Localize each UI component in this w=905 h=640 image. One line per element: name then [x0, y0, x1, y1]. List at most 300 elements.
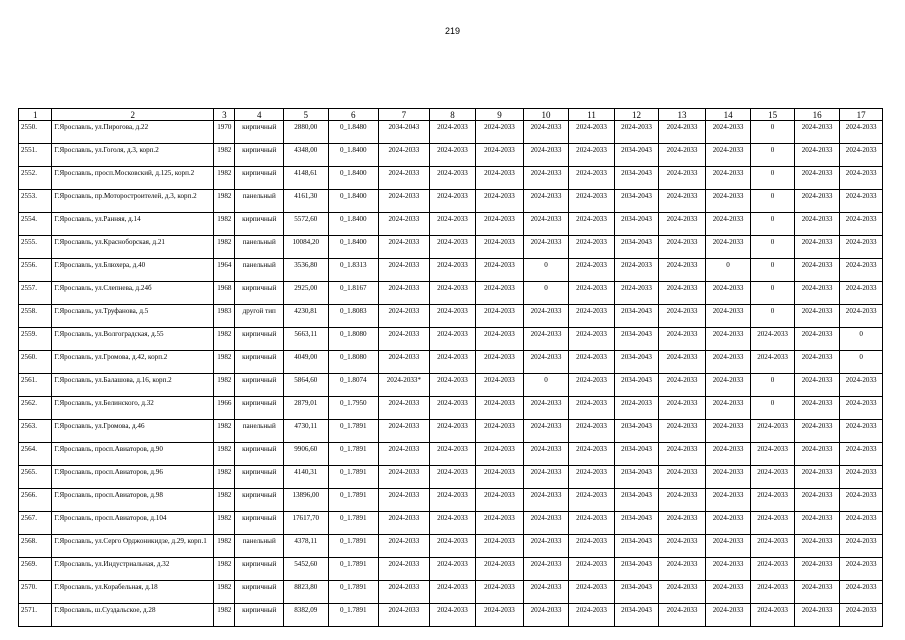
period-cell: 2024-2033: [751, 420, 795, 443]
period-cell: 0: [523, 282, 569, 305]
row-number-cell: 2558.: [19, 305, 52, 328]
period-cell: 2024-2033: [476, 512, 524, 535]
period-cell: 2024-2033: [429, 144, 476, 167]
period-cell: 2024-2033: [379, 305, 430, 328]
index-cell: 0_1.7891: [328, 535, 379, 558]
period-cell: 2024-2033: [840, 397, 883, 420]
period-cell: 2024-2033: [614, 121, 659, 144]
period-cell: 2024-2033: [379, 397, 430, 420]
period-cell: 2024-2033: [840, 558, 883, 581]
period-cell: 2024-2033: [840, 144, 883, 167]
period-cell: 2024-2033: [476, 558, 524, 581]
period-cell: 2024-2033: [429, 259, 476, 282]
table-row: [19, 397, 883, 420]
period-cell: 2024-2033: [794, 558, 840, 581]
index-cell: 0_1.7891: [328, 466, 379, 489]
period-cell: 2024-2033: [379, 259, 430, 282]
period-cell: 2034-2043: [614, 512, 659, 535]
area-cell: 4230,81: [284, 305, 329, 328]
period-cell: 0: [751, 259, 795, 282]
table-row: [19, 604, 883, 627]
index-cell: 0_1.7891: [328, 489, 379, 512]
period-cell: 2024-2033: [794, 259, 840, 282]
period-cell: 2024-2033: [569, 144, 615, 167]
period-cell: 2024-2033: [476, 328, 524, 351]
period-cell: 2024-2033: [840, 305, 883, 328]
period-cell: 2024-2033: [523, 328, 569, 351]
period-cell: 2024-2033: [840, 374, 883, 397]
period-cell: 0: [840, 351, 883, 374]
row-number-cell: 2564.: [19, 443, 52, 466]
period-cell: 2024-2033: [379, 282, 430, 305]
period-cell: 2034-2043: [614, 466, 659, 489]
period-cell: 2024-2033: [840, 259, 883, 282]
period-cell: 2024-2033: [840, 581, 883, 604]
period-cell: 2024-2033: [429, 466, 476, 489]
row-number-cell: 2556.: [19, 259, 52, 282]
period-cell: 2024-2033: [429, 236, 476, 259]
period-cell: 2024-2033: [659, 144, 706, 167]
period-cell: 2024-2033: [751, 466, 795, 489]
year-cell: 1968: [214, 282, 235, 305]
period-cell: 2024-2033: [476, 489, 524, 512]
period-cell: 2024-2033: [659, 420, 706, 443]
period-cell: 2024-2033: [659, 374, 706, 397]
period-cell: 2024-2033: [705, 466, 751, 489]
year-cell: 1982: [214, 213, 235, 236]
table-row: [19, 443, 883, 466]
period-cell: 2024-2033: [569, 581, 615, 604]
period-cell: 2024-2033: [659, 351, 706, 374]
period-cell: 2024-2033: [379, 213, 430, 236]
table-row: [19, 236, 883, 259]
index-cell: 0_1.8080: [328, 328, 379, 351]
period-cell: 2024-2033: [523, 397, 569, 420]
address-cell: Г.Ярославль, пр.Моторостроителей, д.3, корп.2: [52, 190, 214, 213]
period-cell: 2024-2033: [523, 420, 569, 443]
address-cell: Г.Ярославль, ш.Суздальское, д.28: [52, 604, 214, 627]
period-cell: 2024-2033: [794, 351, 840, 374]
column-number-cell: 13: [659, 109, 706, 121]
period-cell: 2024-2033: [659, 581, 706, 604]
table-row: [19, 144, 883, 167]
year-cell: 1982: [214, 351, 235, 374]
period-cell: 2024-2033: [379, 512, 430, 535]
year-cell: 1982: [214, 236, 235, 259]
period-cell: 2024-2033: [659, 305, 706, 328]
period-cell: 0: [751, 236, 795, 259]
row-number-cell: 2551.: [19, 144, 52, 167]
period-cell: 2024-2033: [379, 581, 430, 604]
period-cell: 2024-2033: [569, 305, 615, 328]
address-cell: Г.Ярославль, ул.Корабельная, д.18: [52, 581, 214, 604]
column-number-cell: 4: [235, 109, 284, 121]
column-number-cell: 6: [328, 109, 379, 121]
period-cell: 2024-2033: [569, 328, 615, 351]
period-cell: 2024-2033: [614, 282, 659, 305]
period-cell: 2024-2033: [476, 397, 524, 420]
row-number-cell: 2562.: [19, 397, 52, 420]
period-cell: 2024-2033: [523, 443, 569, 466]
period-cell: 2024-2033: [379, 351, 430, 374]
column-number-cell: 11: [569, 109, 615, 121]
year-cell: 1982: [214, 420, 235, 443]
column-number-cell: 7: [379, 109, 430, 121]
table-row: [19, 581, 883, 604]
period-cell: 2024-2033: [379, 328, 430, 351]
period-cell: 2024-2033: [705, 167, 751, 190]
period-cell: 2024-2033: [751, 581, 795, 604]
year-cell: 1982: [214, 535, 235, 558]
period-cell: 2024-2033: [569, 236, 615, 259]
index-cell: 0_1.8400: [328, 190, 379, 213]
period-cell: 2024-2033: [569, 604, 615, 627]
period-cell: 2024-2033: [476, 581, 524, 604]
table-row: [19, 420, 883, 443]
period-cell: 2024-2033: [429, 328, 476, 351]
period-cell: 2024-2033: [659, 604, 706, 627]
index-cell: 0_1.8080: [328, 351, 379, 374]
period-cell: 2024-2033: [659, 259, 706, 282]
row-number-cell: 2563.: [19, 420, 52, 443]
year-cell: 1966: [214, 397, 235, 420]
address-cell: Г.Ярославль, ул.Пирогова, д.22: [52, 121, 214, 144]
material-cell: кирпичный: [235, 512, 284, 535]
material-cell: кирпичный: [235, 558, 284, 581]
address-cell: Г.Ярославль, ул.Индустриальная, д.32: [52, 558, 214, 581]
period-cell: 2024-2033: [794, 213, 840, 236]
period-cell: 2024-2033: [429, 535, 476, 558]
table-row: [19, 489, 883, 512]
material-cell: кирпичный: [235, 397, 284, 420]
period-cell: 2024-2033: [659, 282, 706, 305]
year-cell: 1982: [214, 144, 235, 167]
period-cell: 0: [751, 144, 795, 167]
address-cell: Г.Ярославль, ул.Серго Орджоникидзе, д.29, корп.1: [52, 535, 214, 558]
material-cell: панельный: [235, 259, 284, 282]
year-cell: 1964: [214, 259, 235, 282]
row-number-cell: 2565.: [19, 466, 52, 489]
period-cell: 2024-2033: [523, 236, 569, 259]
period-cell: 2024-2033: [476, 236, 524, 259]
period-cell: 2024-2033: [523, 604, 569, 627]
period-cell: 0: [751, 282, 795, 305]
material-cell: кирпичный: [235, 489, 284, 512]
table-row: [19, 282, 883, 305]
period-cell: 2024-2033: [569, 420, 615, 443]
period-cell: 0: [523, 259, 569, 282]
period-cell: 2024-2033: [429, 190, 476, 213]
area-cell: 4348,00: [284, 144, 329, 167]
period-cell: 2034-2043: [614, 190, 659, 213]
period-cell: 2024-2033: [569, 190, 615, 213]
period-cell: 2024-2033: [523, 512, 569, 535]
column-number-cell: 16: [794, 109, 840, 121]
material-cell: другой тип: [235, 305, 284, 328]
area-cell: 5663,11: [284, 328, 329, 351]
period-cell: 2024-2033: [705, 604, 751, 627]
material-cell: панельный: [235, 535, 284, 558]
row-number-cell: 2555.: [19, 236, 52, 259]
area-cell: 5452,60: [284, 558, 329, 581]
period-cell: 2024-2033: [794, 443, 840, 466]
row-number-cell: 2552.: [19, 167, 52, 190]
address-cell: Г.Ярославль, просп.Московский, д.125, корп.2: [52, 167, 214, 190]
period-cell: 2024-2033: [429, 397, 476, 420]
column-number-cell: 5: [284, 109, 329, 121]
period-cell: 2024-2033: [476, 374, 524, 397]
period-cell: 2024-2033: [379, 420, 430, 443]
period-cell: 2024-2033: [476, 305, 524, 328]
index-cell: 0_1.8400: [328, 236, 379, 259]
period-cell: 2034-2043: [379, 121, 430, 144]
area-cell: 5864,60: [284, 374, 329, 397]
index-cell: 0_1.7950: [328, 397, 379, 420]
period-cell: 2024-2033: [569, 443, 615, 466]
address-cell: Г.Ярославль, просп.Авиаторов, д.96: [52, 466, 214, 489]
period-cell: 2024-2033: [379, 443, 430, 466]
period-cell: 2024-2033: [523, 351, 569, 374]
period-cell: 2024-2033: [523, 167, 569, 190]
year-cell: 1982: [214, 512, 235, 535]
material-cell: кирпичный: [235, 121, 284, 144]
period-cell: 2024-2033: [429, 581, 476, 604]
row-number-cell: 2568.: [19, 535, 52, 558]
year-cell: 1982: [214, 167, 235, 190]
column-number-cell: 1: [19, 109, 52, 121]
period-cell: 2024-2033: [614, 397, 659, 420]
period-cell: 2024-2033: [659, 236, 706, 259]
table-row: [19, 512, 883, 535]
material-cell: кирпичный: [235, 466, 284, 489]
period-cell: 2024-2033: [569, 374, 615, 397]
row-number-cell: 2560.: [19, 351, 52, 374]
material-cell: кирпичный: [235, 328, 284, 351]
period-cell: 2024-2033: [379, 144, 430, 167]
row-number-cell: 2559.: [19, 328, 52, 351]
period-cell: 2034-2043: [614, 351, 659, 374]
row-number-cell: 2567.: [19, 512, 52, 535]
period-cell: 2024-2033: [476, 604, 524, 627]
column-number-cell: 17: [840, 109, 883, 121]
period-cell: 2024-2033: [476, 351, 524, 374]
period-cell: 0: [523, 374, 569, 397]
period-cell: 2024-2033: [659, 167, 706, 190]
area-cell: 4161,30: [284, 190, 329, 213]
index-cell: 0_1.8074: [328, 374, 379, 397]
period-cell: 2024-2033: [569, 282, 615, 305]
column-number-cell: 8: [429, 109, 476, 121]
table-row: [19, 558, 883, 581]
table-row: [19, 351, 883, 374]
table-row: [19, 167, 883, 190]
period-cell: 2024-2033: [569, 121, 615, 144]
material-cell: кирпичный: [235, 144, 284, 167]
table-row: [19, 374, 883, 397]
period-cell: 2024-2033: [569, 558, 615, 581]
column-number-cell: 9: [476, 109, 524, 121]
period-cell: 2024-2033: [523, 121, 569, 144]
table-row: [19, 466, 883, 489]
period-cell: 2024-2033: [794, 190, 840, 213]
material-cell: кирпичный: [235, 604, 284, 627]
period-cell: 2034-2043: [614, 558, 659, 581]
period-cell: 2024-2033: [523, 466, 569, 489]
period-cell: 0: [751, 121, 795, 144]
period-cell: 2024-2033: [751, 443, 795, 466]
period-cell: 2024-2033: [705, 397, 751, 420]
index-cell: 0_1.7891: [328, 558, 379, 581]
period-cell: 2024-2033: [794, 466, 840, 489]
period-cell: 2024-2033: [523, 213, 569, 236]
period-cell: 2024-2033: [476, 466, 524, 489]
row-number-cell: 2570.: [19, 581, 52, 604]
period-cell: 2024-2033: [379, 558, 430, 581]
index-cell: 0_1.7891: [328, 443, 379, 466]
row-number-cell: 2561.: [19, 374, 52, 397]
period-cell: 2024-2033: [429, 443, 476, 466]
address-cell: Г.Ярославль, просп.Авиаторов, д.90: [52, 443, 214, 466]
period-cell: 2034-2043: [614, 374, 659, 397]
period-cell: 2024-2033: [705, 236, 751, 259]
year-cell: 1982: [214, 328, 235, 351]
period-cell: 2024-2033: [751, 535, 795, 558]
index-cell: 0_1.8313: [328, 259, 379, 282]
period-cell: 2024-2033: [569, 259, 615, 282]
period-cell: 2024-2033: [659, 121, 706, 144]
period-cell: 2024-2033: [705, 144, 751, 167]
period-cell: 2024-2033: [794, 397, 840, 420]
column-number-cell: 14: [705, 109, 751, 121]
period-cell: 2034-2043: [614, 604, 659, 627]
period-cell: 2024-2033: [569, 167, 615, 190]
row-number-cell: 2550.: [19, 121, 52, 144]
address-cell: Г.Ярославль, ул.Балашова, д.16, корп.2: [52, 374, 214, 397]
period-cell: 2024-2033: [794, 121, 840, 144]
address-cell: Г.Ярославль, ул.Белинского, д.32: [52, 397, 214, 420]
period-cell: 2024-2033: [569, 489, 615, 512]
year-cell: 1982: [214, 374, 235, 397]
period-cell: 2024-2033: [379, 466, 430, 489]
index-cell: 0_1.7891: [328, 420, 379, 443]
period-cell: 2024-2033: [659, 535, 706, 558]
column-number-cell: 10: [523, 109, 569, 121]
period-cell: 2024-2033: [569, 351, 615, 374]
housing-registry-table: [18, 108, 883, 627]
material-cell: кирпичный: [235, 443, 284, 466]
period-cell: 2024-2033: [659, 512, 706, 535]
period-cell: 2034-2043: [614, 420, 659, 443]
year-cell: 1982: [214, 581, 235, 604]
period-cell: 2024-2033: [476, 420, 524, 443]
row-number-cell: 2571.: [19, 604, 52, 627]
period-cell: 2024-2033: [705, 213, 751, 236]
period-cell: 2024-2033: [794, 328, 840, 351]
period-cell: 0: [751, 167, 795, 190]
address-cell: Г.Ярославль, ул.Гоголя, д.3, корп.2: [52, 144, 214, 167]
period-cell: 2024-2033: [379, 604, 430, 627]
area-cell: 3536,80: [284, 259, 329, 282]
area-cell: 8823,80: [284, 581, 329, 604]
period-cell: 2024-2033: [429, 213, 476, 236]
index-cell: 0_1.7891: [328, 604, 379, 627]
column-number-cell: 3: [214, 109, 235, 121]
period-cell: 2024-2033: [705, 190, 751, 213]
period-cell: 2024-2033: [705, 328, 751, 351]
period-cell: 2024-2033: [569, 466, 615, 489]
period-cell: 2024-2033: [840, 535, 883, 558]
period-cell: 2024-2033*: [379, 374, 430, 397]
table-row: [19, 121, 883, 144]
period-cell: 2024-2033: [476, 190, 524, 213]
year-cell: 1982: [214, 466, 235, 489]
period-cell: 2024-2033: [840, 236, 883, 259]
period-cell: 2034-2043: [614, 489, 659, 512]
period-cell: 0: [751, 305, 795, 328]
period-cell: 2024-2033: [523, 190, 569, 213]
period-cell: 2024-2033: [705, 535, 751, 558]
period-cell: 0: [751, 374, 795, 397]
period-cell: 2024-2033: [794, 420, 840, 443]
period-cell: 2024-2033: [476, 121, 524, 144]
period-cell: 2034-2043: [614, 535, 659, 558]
material-cell: кирпичный: [235, 351, 284, 374]
period-cell: 2034-2043: [614, 305, 659, 328]
address-cell: Г.Ярославль, ул.Волгоградская, д.55: [52, 328, 214, 351]
period-cell: 2024-2033: [840, 604, 883, 627]
period-cell: 0: [751, 213, 795, 236]
period-cell: 2024-2033: [429, 351, 476, 374]
period-cell: 2024-2033: [840, 213, 883, 236]
table-row: [19, 328, 883, 351]
period-cell: 2024-2033: [429, 512, 476, 535]
period-cell: 2024-2033: [751, 512, 795, 535]
column-number-cell: 2: [52, 109, 214, 121]
index-cell: 0_1.8400: [328, 167, 379, 190]
area-cell: 13896,00: [284, 489, 329, 512]
period-cell: 2024-2033: [794, 167, 840, 190]
period-cell: 2024-2033: [705, 558, 751, 581]
period-cell: 2024-2033: [659, 489, 706, 512]
table-row: [19, 535, 883, 558]
column-number-cell: 12: [614, 109, 659, 121]
row-number-cell: 2569.: [19, 558, 52, 581]
period-cell: 2024-2033: [794, 489, 840, 512]
period-cell: 2024-2033: [751, 489, 795, 512]
period-cell: 2024-2033: [569, 213, 615, 236]
period-cell: 2024-2033: [429, 282, 476, 305]
period-cell: 2024-2033: [705, 420, 751, 443]
period-cell: 2024-2033: [751, 328, 795, 351]
address-cell: Г.Ярославль, ул.Блюхера, д.40: [52, 259, 214, 282]
period-cell: 2024-2033: [840, 466, 883, 489]
period-cell: 2024-2033: [840, 512, 883, 535]
area-cell: 4140,31: [284, 466, 329, 489]
period-cell: 2024-2033: [659, 558, 706, 581]
index-cell: 0_1.7891: [328, 581, 379, 604]
period-cell: 2024-2033: [659, 190, 706, 213]
period-cell: 2024-2033: [429, 420, 476, 443]
period-cell: 2024-2033: [614, 259, 659, 282]
period-cell: 2024-2033: [429, 167, 476, 190]
period-cell: 2024-2033: [379, 190, 430, 213]
period-cell: 2024-2033: [379, 167, 430, 190]
index-cell: 0_1.8400: [328, 144, 379, 167]
period-cell: 2024-2033: [523, 535, 569, 558]
address-cell: Г.Ярославль, просп.Авиаторов, д.98: [52, 489, 214, 512]
address-cell: Г.Ярославль, ул.Слепнева, д.24б: [52, 282, 214, 305]
period-cell: 2024-2033: [794, 144, 840, 167]
